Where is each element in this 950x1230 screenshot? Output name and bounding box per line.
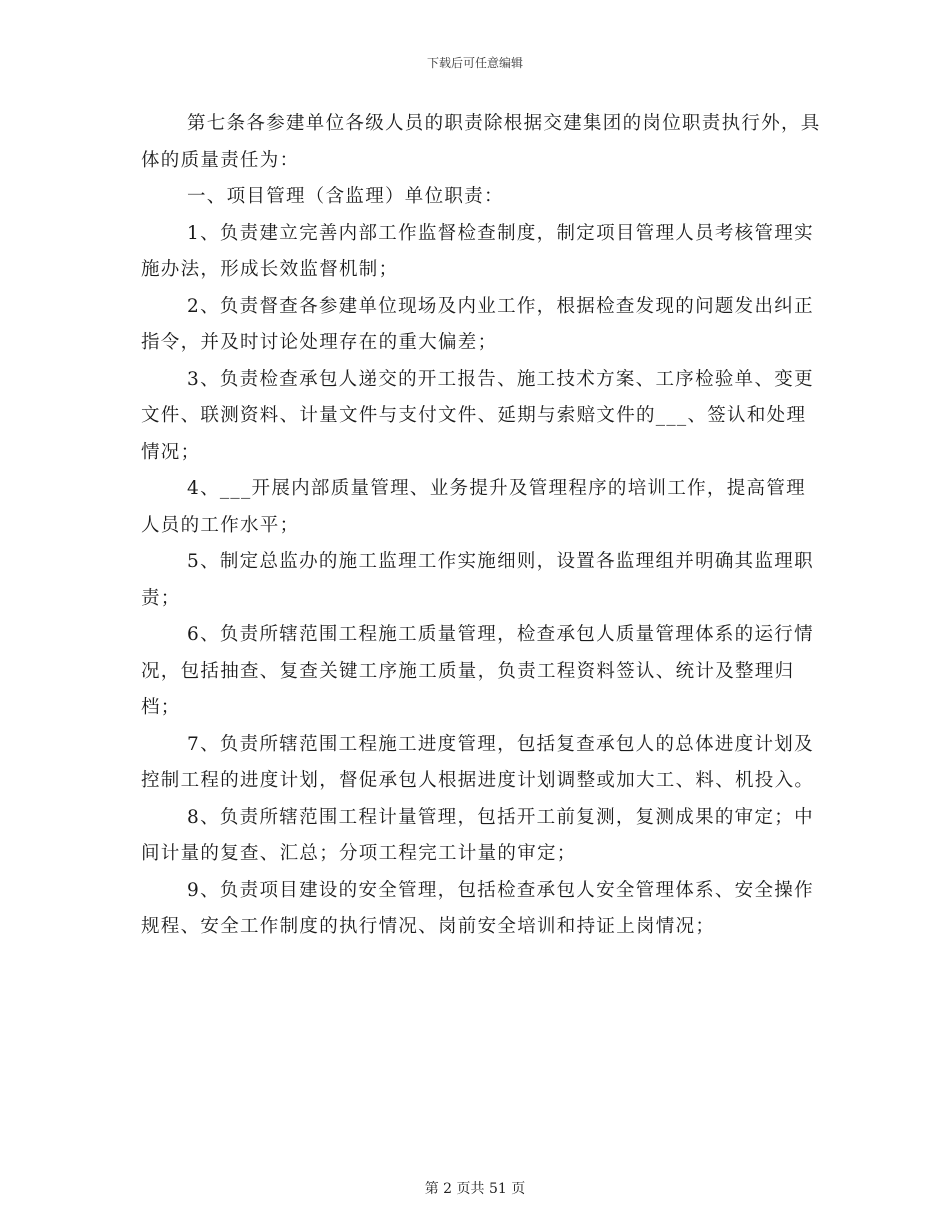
- paragraph-item-2: 2、负责督查各参建单位现场及内业工作，根据检查发现的问题发出纠正指令，并及时讨论处理存在的重大偏差；: [141, 295, 814, 353]
- page-header: 下载后可任意编辑: [426, 56, 523, 70]
- paragraph-item-6: 6、负责所辖范围工程施工质量管理，检查承包人质量管理体系的运行情况，包括抽查、复查关键工序施工质量，负责工程资料签认、统计及整理归档；: [141, 624, 814, 718]
- paragraph-item-7: 7、负责所辖范围工程施工进度管理，包括复查承包人的总体进度计划及控制工程的进度计划，督促承包人根据进度计划调整或加大工、料、机投入。: [141, 733, 815, 791]
- paragraph-item-3: 3、负责检查承包人递交的开工报告、施工技术方案、工序检验单、变更文件、联测资料、计量文件与支付文件、延期与索赔文件的___、签认和处理情况；: [141, 368, 814, 463]
- document-body: [141, 106, 825, 946]
- paragraph-item-1: 1、负责建立完善内部工作监督检查制度，制定项目管理人员考核管理实施办法，形成长效监督机制；: [141, 222, 814, 280]
- paragraph-article-7: 第七条各参建单位各级人员的职责除根据交建集团的岗位职责执行外，具体的质量责任为：: [141, 113, 821, 171]
- paragraph-item-4: 4、___开展内部质量管理、业务提升及管理程序的培训工作，提高管理人员的工作水平；: [141, 478, 806, 536]
- paragraph-section-heading: 一、项目管理（含监理）单位职责：: [187, 186, 504, 207]
- paragraph-item-8: 8、负责所辖范围工程计量管理，包括开工前复测，复测成果的审定；中间计量的复查、汇总；分项工程完工计量的审定；: [141, 806, 814, 864]
- page-footer: 第 2 页共 51 页: [424, 1181, 526, 1197]
- paragraph-item-9: 9、负责项目建设的安全管理，包括检查承包人安全管理体系、安全操作规程、安全工作制度的执行情况、岗前安全培训和持证上岗情况；: [141, 879, 814, 937]
- paragraph-item-5: 5、制定总监办的施工监理工作实施细则，设置各监理组并明确其监理职责；: [141, 551, 814, 609]
